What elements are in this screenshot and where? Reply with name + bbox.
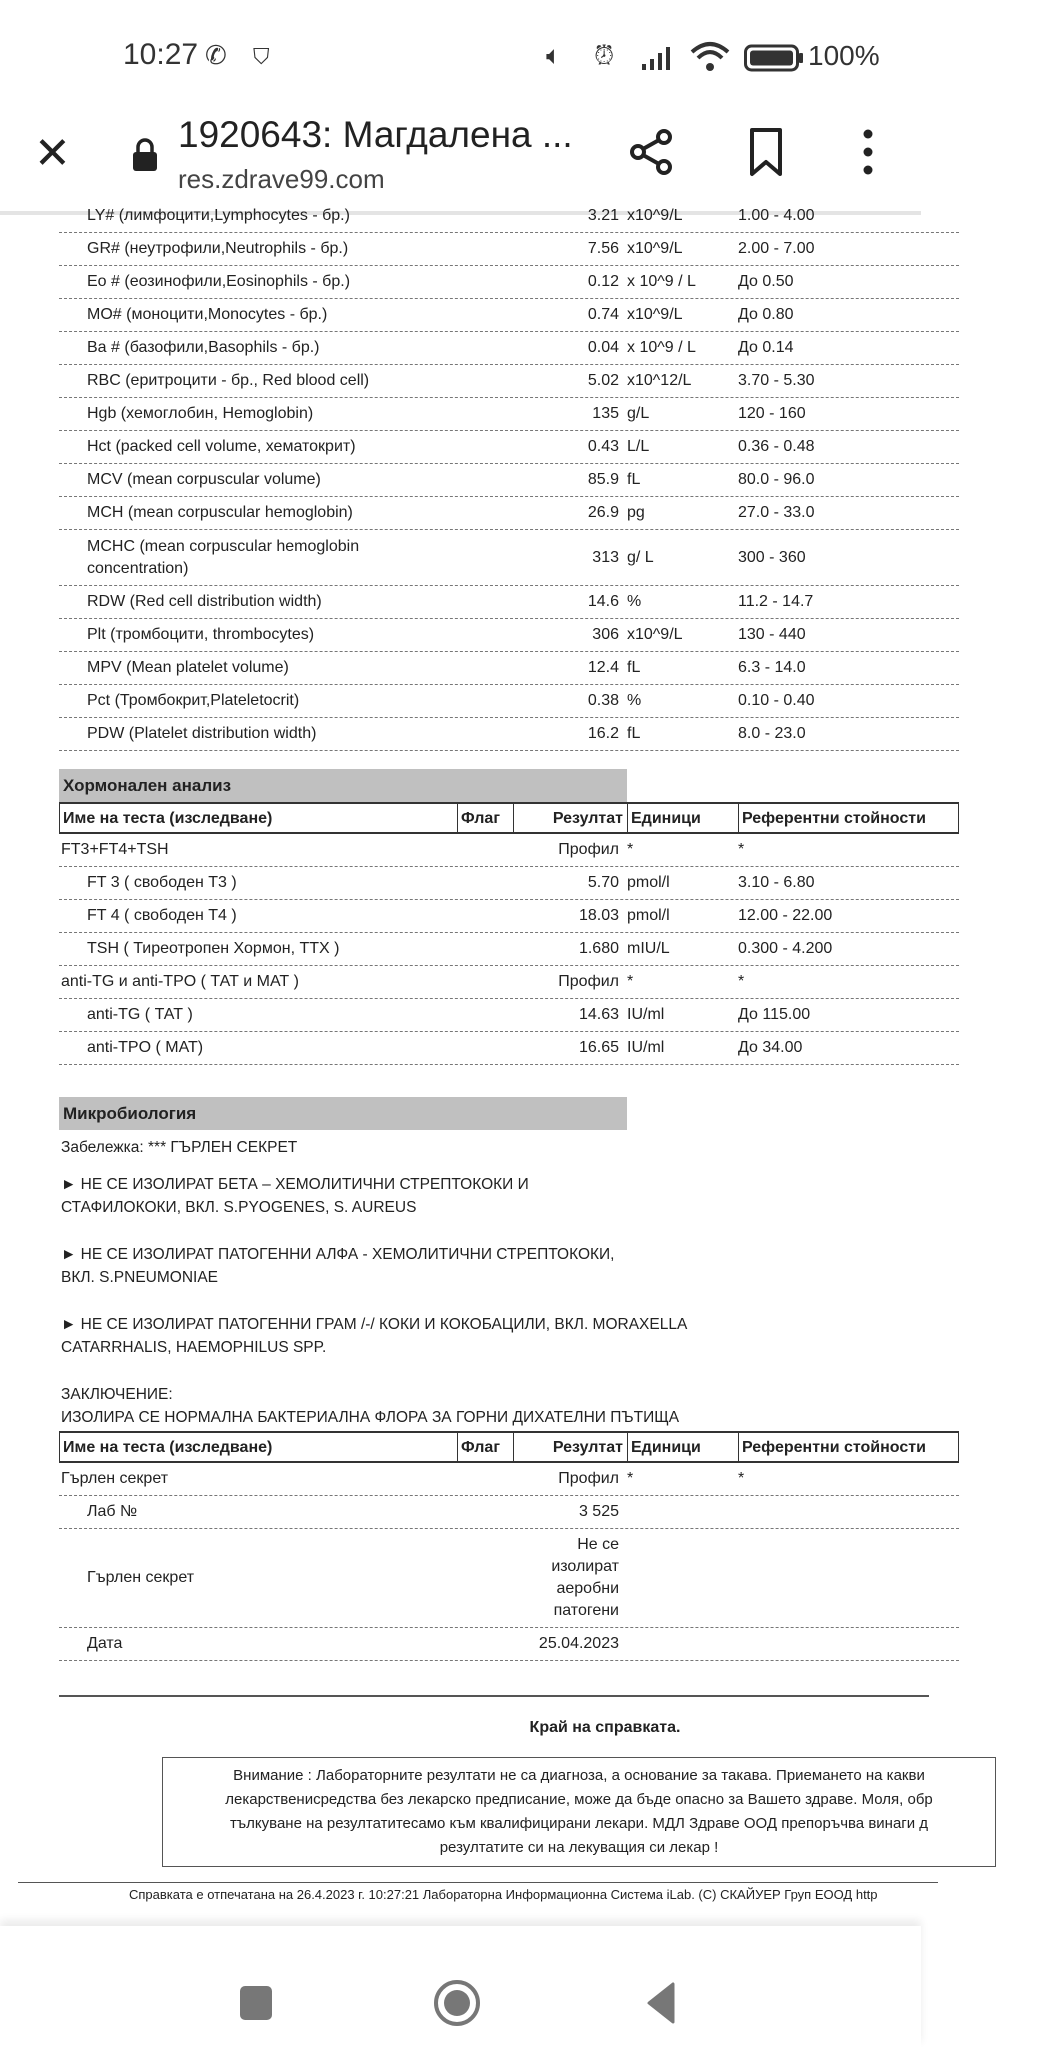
cell-name: Гърлен секрет	[87, 1569, 195, 1586]
cell-flag	[457, 630, 513, 640]
col-flag: Флаг	[458, 804, 514, 832]
cell-flag	[457, 553, 513, 563]
table-row	[59, 398, 959, 431]
cell-result: 5.70	[587, 874, 619, 891]
cell-flag	[457, 244, 513, 254]
cell-result: Не се изолират аеробни патогени	[551, 1536, 619, 1619]
cell-flag	[457, 729, 513, 739]
hormone-table	[59, 802, 959, 1065]
cell-ref: 300 - 360	[738, 548, 806, 566]
battery-icon	[744, 44, 804, 72]
warning-box: Внимание : Лабораторните резултати не са диагноза, а основание за такава. Приемането на какви лекарственисредства без лекарско предписание, може да бъде опасно за Вашето здраве. Моля, обр тълкуване на резултатитесамо към квалифицирани лекари. МДЛ Здраве ООД препоръчва винаги д резултатите си на лекуващия си лекар !	[162, 1757, 996, 1867]
cell-unit: *	[627, 973, 634, 990]
cell-flag	[457, 1474, 513, 1484]
cell-result: 306	[592, 626, 619, 643]
cell-name: Лаб №	[87, 1503, 138, 1520]
page-title: 1920643: Магдалена ...	[178, 114, 573, 155]
cell-result: 5.02	[587, 372, 619, 389]
cbc-table	[59, 200, 959, 751]
cell-name: MCH (mean corpuscular hemoglobin)	[87, 504, 353, 521]
shield-icon: ⛉	[253, 44, 270, 69]
cell-flag	[457, 845, 513, 855]
cell-result: 16.65	[578, 1039, 619, 1056]
cell-name: MCHC (mean corpuscular hemoglobin concentration)	[87, 537, 360, 577]
section-header-hormone: Хормонален анализ	[59, 769, 627, 802]
col-units: Единици	[628, 804, 739, 832]
col-reference: Референтни стойности	[739, 1433, 959, 1461]
cell-name: GR# (неутрофили,Neutrophils - бр.)	[87, 240, 349, 257]
back-icon[interactable]	[627, 1972, 687, 2032]
table-row	[59, 497, 959, 530]
status-time: 10:27	[123, 38, 199, 71]
cell-name: FT3+FT4+TSH	[61, 841, 169, 858]
table-row	[59, 233, 959, 266]
col-reference: Референтни стойности	[739, 804, 959, 832]
share-icon[interactable]	[626, 126, 678, 178]
cell-name: Ba # (базофили,Basophils - бр.)	[87, 339, 320, 356]
cell-unit: x10^9/L	[627, 626, 683, 643]
micro-paragraph: ► НЕ СЕ ИЗОЛИРАТ ПАТОГЕННИ АЛФА - ХЕМОЛИТИЧНИ СТРЕПТОКОКИ, ВКЛ. S.PNEUMONIAE	[61, 1246, 615, 1286]
cell-unit: pmol/l	[627, 874, 670, 891]
wifi-icon	[690, 40, 730, 74]
table-row	[59, 1529, 959, 1628]
cell-unit: x 10^9 / L	[627, 339, 696, 356]
cell-unit: fL	[627, 471, 641, 488]
cell-flag	[457, 508, 513, 518]
cell-ref: 0.300 - 4.200	[738, 940, 833, 957]
micro-paragraph: ► НЕ СЕ ИЗОЛИРАТ БЕТА – ХЕМОЛИТИЧНИ СТРЕПТОКОКИ И СТАФИЛОКОКИ, ВКЛ. S.PYOGENES, S. AUREUS	[61, 1176, 529, 1216]
cell-result: 0.74	[587, 306, 619, 323]
cell-unit: x10^9/L	[627, 306, 683, 323]
table-row	[59, 999, 959, 1032]
cell-ref: До 115.00	[738, 1006, 811, 1023]
cell-name: TSH ( Тиреотропен Хормон, ТТХ )	[87, 940, 340, 957]
cell-ref: До 0.14	[738, 339, 794, 356]
table-row	[59, 652, 959, 685]
table-row	[59, 1032, 959, 1065]
cell-name: MCV (mean corpuscular volume)	[87, 471, 321, 488]
cell-unit: x10^9/L	[627, 240, 683, 257]
cell-ref: 0.10 - 0.40	[738, 692, 815, 709]
divider	[59, 1695, 929, 1697]
cell-unit: mIU/L	[627, 940, 670, 957]
cell-unit: x10^12/L	[627, 372, 692, 389]
cell-result: 3 525	[578, 1503, 619, 1520]
cell-name: Hgb (хемоглобин, Hemoglobin)	[87, 405, 314, 422]
cell-result: 14.63	[578, 1006, 619, 1023]
lock-icon	[132, 138, 158, 172]
table-row	[59, 685, 959, 718]
battery-percent: 100%	[808, 40, 880, 71]
col-units: Единици	[628, 1433, 739, 1461]
cell-result: 25.04.2023	[538, 1635, 619, 1652]
cell-ref: 11.2 - 14.7	[738, 593, 814, 610]
cell-ref: 1.00 - 4.00	[738, 207, 815, 224]
cell-result: 0.04	[587, 339, 619, 356]
micro-paragraph: ► НЕ СЕ ИЗОЛИРАТ ПАТОГЕННИ ГРАМ /-/ КОКИ И КОКОБАЦИЛИ, ВКЛ. MORAXELLA CATARRHALIS, HAEMOPHILUS SPP.	[61, 1316, 688, 1356]
cell-unit: IU/ml	[627, 1006, 665, 1023]
cell-result: 1.680	[578, 940, 619, 957]
micro-paragraph: ЗАКЛЮЧЕНИЕ: ИЗОЛИРА СЕ НОРМАЛНА БАКТЕРИАЛНА ФЛОРА ЗА ГОРНИ ДИХАТЕЛНИ ПЪТИЩА	[61, 1386, 680, 1426]
close-icon[interactable]: ✕	[34, 129, 71, 178]
cell-ref: 3.70 - 5.30	[738, 372, 815, 389]
cell-flag	[457, 1573, 513, 1583]
cell-flag	[457, 1639, 513, 1649]
cell-result: 18.03	[578, 907, 619, 924]
cell-result: 7.56	[587, 240, 619, 257]
cell-unit: g/ L	[627, 548, 654, 566]
cell-ref	[738, 1573, 959, 1583]
cell-result: 313	[592, 548, 619, 566]
table-row	[59, 1496, 959, 1529]
cell-name: PDW (Platelet distribution width)	[87, 725, 317, 742]
cell-flag	[457, 944, 513, 954]
cell-ref	[738, 1639, 959, 1649]
table-row	[59, 1628, 959, 1661]
cell-name: anti-TPO ( МАТ)	[87, 1039, 204, 1056]
cell-result: 26.9	[587, 504, 619, 521]
cell-result: 0.38	[587, 692, 619, 709]
cell-name: Eo # (еозинофили,Eosinophils - бр.)	[87, 273, 351, 290]
cell-name: Pct (Тромбокрит,Plateletocrit)	[87, 692, 300, 709]
cell-ref: 130 - 440	[738, 626, 806, 643]
cell-flag	[457, 977, 513, 987]
web-content[interactable]	[0, 207, 933, 1926]
cell-flag	[457, 310, 513, 320]
cell-result: 85.9	[587, 471, 619, 488]
status-bar	[0, 0, 921, 100]
table-row	[59, 900, 959, 933]
cell-result: 14.6	[587, 593, 619, 610]
table-header	[59, 1431, 959, 1463]
cell-name: MO# (моноцити,Monocytes - бр.)	[87, 306, 328, 323]
cell-name: FT 4 ( свободен Т4 )	[87, 907, 237, 924]
cell-ref: 8.0 - 23.0	[738, 725, 806, 742]
cell-unit: L/L	[627, 438, 650, 455]
cell-unit: pg	[627, 504, 645, 521]
cell-flag	[457, 277, 513, 287]
cell-flag	[457, 475, 513, 485]
cell-result: Профил	[558, 1470, 619, 1487]
cell-unit	[627, 1639, 738, 1649]
table-row	[59, 530, 959, 586]
cell-flag	[457, 597, 513, 607]
cell-result: 16.2	[587, 725, 619, 742]
micro-notes	[61, 1136, 921, 1429]
cell-unit: fL	[627, 725, 641, 742]
cell-name: MPV (Mean platelet volume)	[87, 659, 289, 676]
table-row	[59, 619, 959, 652]
col-name: Име на теста (изследване)	[60, 1433, 458, 1461]
cell-ref	[738, 1507, 959, 1517]
volume-icon: 🔈︎	[546, 40, 562, 70]
table-row	[59, 718, 959, 751]
home-icon[interactable]	[427, 1972, 487, 2032]
lab-report	[0, 200, 933, 1902]
system-nav-bar	[0, 1926, 921, 2048]
browser-toolbar	[0, 100, 921, 215]
cell-result: 12.4	[587, 659, 619, 676]
table-row	[59, 933, 959, 966]
cell-name: FT 3 ( свободен Т3 )	[87, 874, 237, 891]
cell-ref: *	[738, 973, 745, 990]
cell-name: RBC (еритроцити - бр., Red blood cell)	[87, 372, 370, 389]
cell-ref: 80.0 - 96.0	[738, 471, 815, 488]
cell-ref: До 0.50	[738, 273, 794, 290]
cell-flag	[457, 442, 513, 452]
cell-unit	[627, 1507, 738, 1517]
col-flag: Флаг	[458, 1433, 514, 1461]
print-footer: Справката е отпечатана на 26.4.2023 г. 10:27:21 Лабораторна Информационна Система iLab. (C) СКАЙУЕР Груп ЕООД http	[129, 1887, 878, 1902]
recent-apps-icon[interactable]	[226, 1972, 286, 2032]
cell-flag	[457, 878, 513, 888]
signal-icon	[640, 44, 680, 72]
cell-flag	[457, 409, 513, 419]
cell-name: anti-TG и anti-TPO ( ТАТ и МАТ )	[61, 973, 299, 990]
cell-result: Профил	[558, 973, 619, 990]
cell-name: RDW (Red cell distribution width)	[87, 593, 322, 610]
cell-name: Plt (тромбоцити, thrombocytes)	[87, 626, 315, 643]
cell-flag	[457, 211, 513, 221]
table-row	[59, 966, 959, 999]
cell-unit: *	[627, 1470, 634, 1487]
phone-call-icon: ✆	[205, 40, 227, 70]
cell-ref: *	[738, 841, 745, 858]
table-row	[59, 431, 959, 464]
cell-unit: %	[627, 692, 642, 709]
col-result: Резултат	[514, 804, 628, 832]
table-row	[59, 332, 959, 365]
cell-ref: 0.36 - 0.48	[738, 438, 815, 455]
table-row	[59, 867, 959, 900]
cell-name: Дата	[87, 1635, 123, 1652]
cell-ref: До 0.80	[738, 306, 794, 323]
cell-result: 0.43	[587, 438, 619, 455]
cell-unit: *	[627, 841, 634, 858]
cell-flag	[457, 663, 513, 673]
cell-unit: fL	[627, 659, 641, 676]
bookmark-icon[interactable]	[740, 126, 792, 178]
cell-unit	[627, 1573, 738, 1583]
cell-ref: 120 - 160	[738, 405, 806, 422]
col-name: Име на теста (изследване)	[60, 804, 458, 832]
section-header-micro: Микробиология	[59, 1097, 627, 1130]
cell-flag	[457, 343, 513, 353]
more-options-icon[interactable]	[842, 126, 894, 178]
cell-flag	[457, 1043, 513, 1053]
page-url[interactable]: res.zdrave99.com	[178, 164, 385, 194]
table-row	[59, 464, 959, 497]
table-row	[59, 266, 959, 299]
cell-ref: 3.10 - 6.80	[738, 874, 815, 891]
col-result: Резултат	[514, 1433, 628, 1461]
cell-name: anti-TG ( ТАТ )	[87, 1006, 193, 1023]
cell-result: 135	[592, 405, 619, 422]
table-row	[59, 299, 959, 332]
cell-result: 0.12	[587, 273, 619, 290]
table-header	[59, 802, 959, 834]
end-of-report: Край на справката.	[529, 1719, 681, 1736]
cell-name: Гърлен секрет	[61, 1470, 169, 1487]
cell-flag	[457, 1507, 513, 1517]
cell-unit: x10^9/L	[627, 207, 683, 224]
cell-ref: 2.00 - 7.00	[738, 240, 815, 257]
table-row	[59, 200, 959, 233]
cell-flag	[457, 1010, 513, 1020]
cell-unit: x 10^9 / L	[627, 273, 696, 290]
cell-name: Hct (packed cell volume, хематокрит)	[87, 438, 356, 455]
cell-ref: 12.00 - 22.00	[738, 907, 833, 924]
table-row	[59, 365, 959, 398]
micro-paragraph: Забележка: *** ГЪРЛЕН СЕКРЕТ	[61, 1139, 298, 1156]
cell-result: Профил	[558, 841, 619, 858]
cell-unit: IU/ml	[627, 1039, 665, 1056]
cell-ref: *	[738, 1470, 745, 1487]
cell-ref: 6.3 - 14.0	[738, 659, 806, 676]
table-row	[59, 834, 959, 867]
cell-ref: До 34.00	[738, 1039, 803, 1056]
cell-ref: 27.0 - 33.0	[738, 504, 815, 521]
alarm-icon: ⏰︎	[594, 40, 615, 70]
micro-table	[59, 1431, 959, 1661]
cell-unit: %	[627, 593, 642, 610]
cell-flag	[457, 696, 513, 706]
cell-result: 3.21	[587, 207, 619, 224]
table-row	[59, 1463, 959, 1496]
cell-flag	[457, 376, 513, 386]
cell-unit: g/L	[627, 405, 650, 422]
cell-name: LY# (лимфоцити,Lymphocytes - бр.)	[87, 207, 350, 224]
table-row	[59, 586, 959, 619]
cell-flag	[457, 911, 513, 921]
cell-unit: pmol/l	[627, 907, 670, 924]
divider	[18, 1882, 938, 1883]
